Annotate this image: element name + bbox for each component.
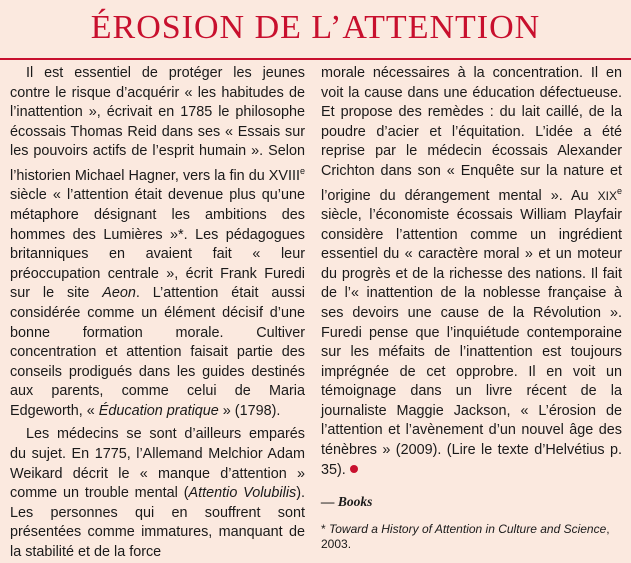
footnote-marker: * (321, 521, 330, 536)
source-credit: — Books (321, 494, 373, 510)
text-span: siècle, l’économiste écossais William Playfair considère l’attention comme un ingrédient essentiel du « caractère moral » et un moteur du progrès et de la richesse des nations. Il fait de l’« inattention de la noblesse française à ses devoirs une cause de la Révolution ». Furedi pense que l’inquiétude contemporaine sur les méfaits de l’inattention est toujours imprégnée de cet opprobre. Il en voit un témoignage dans un livre récent de la journaliste Maggie Jackson, « L’érosion de l’attention et l’avènement d’un nouvel âge des ténèbres » (2009). (Lire le texte d’Helvétius p. 35). (321, 206, 622, 478)
text-span: siècle « l’attention était devenue plus qu’une métaphore désignant les ambitions des hommes des Lumières »*. Les pédagogues britanniques en avaient fait « leur préoccupation centrale », écrit Frank Furedi sur le site (10, 187, 305, 302)
title-rule (0, 58, 631, 60)
footnote-work: Toward a History of Attention in Culture and Science (329, 521, 607, 536)
superscript: e (616, 185, 622, 196)
text-span: » (1798). (218, 402, 281, 419)
site-name: Aeon (102, 285, 136, 302)
article-title: ÉROSION DE L’ATTENTION (90, 9, 541, 46)
text-span: ). Les personnes qui en souffrent sont présentées comme immatures, manquant de la stabilité et de la force (10, 485, 306, 561)
superscript: e (299, 165, 305, 176)
latin-term: Attentio Volubilis (188, 485, 297, 502)
footnote (321, 522, 622, 552)
text-span: . L’attention était aussi considérée comme un élément décisif d’une bonne formation morale. Cultiver concentration et attention faisait partie des conseils prodigués dans les guides destinés aux parents, comme celui de Maria Edgeworth, « (10, 285, 305, 419)
century: XIX (597, 188, 617, 203)
paragraph (321, 64, 622, 480)
text-span: Les médecins se sont d’ailleurs emparés du sujet. En 1775, l’Allemand Melchior Adam Weikard décrit le « manque d’attention » comme un trouble mental ( (10, 426, 305, 502)
footnote-rest: , 2003. (321, 521, 610, 551)
end-mark-icon (350, 465, 358, 473)
left-column (10, 64, 305, 563)
right-column (321, 64, 622, 552)
book-title: Éducation pratique (98, 402, 219, 419)
paragraph (10, 425, 305, 562)
paragraph (10, 64, 305, 421)
text-span: Il est essentiel de protéger les jeunes contre le risque d’acquérir « les habitudes de l’inattention », écrivait en 1785 le philosophe écossais Thomas Reid dans ses « Essais sur les pouvoirs actifs de l’esprit humain ». Selon l’historien Michael Hagner, vers la fin du XVIII (10, 65, 305, 184)
text-span: morale nécessaires à la concentration. Il en voit la cause dans une éducation défectueuse. Et propose des remèdes : du lait caillé, de la poudre d’acier et l’équitation. L’idée a été reprise par le médecin écossais Alexander Crichton dans son « Enquête sur la nature et l’origine du dérangement mental ». Au (321, 65, 622, 204)
